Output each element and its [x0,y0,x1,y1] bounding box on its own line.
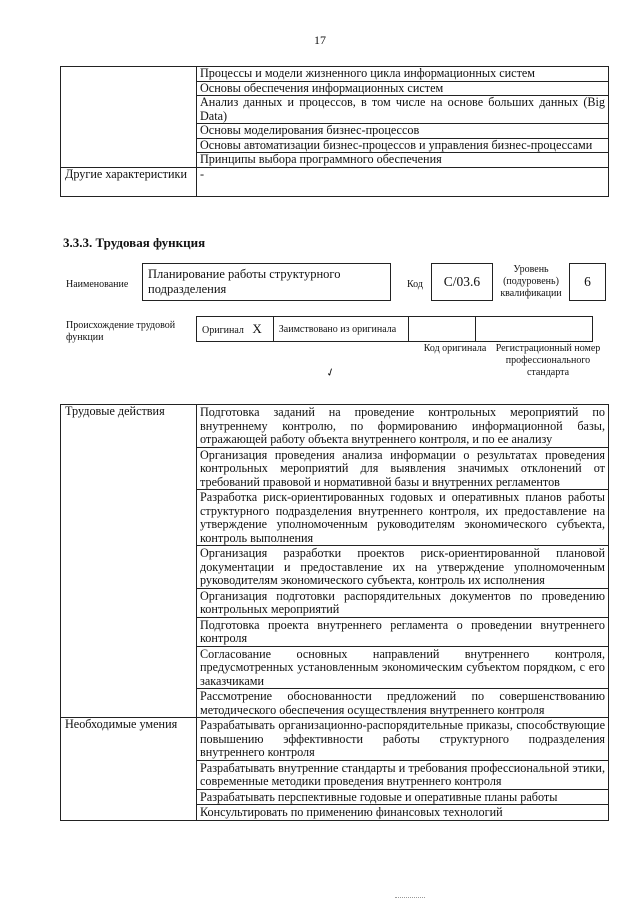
function-details-table [60,404,609,821]
reg-number-cell [475,317,592,342]
other-characteristics-value: - [197,167,609,196]
table-row: Основы обеспечения информационных систем [197,81,609,96]
table-row: Принципы выбора программного обеспечения [197,153,609,168]
level-label: Уровень (подуровень) квалификации [500,264,562,299]
original-mark: X [252,321,262,336]
origin-table [196,316,593,342]
origin-label: Происхождение трудовой функции [66,320,176,343]
table-row: Рассмотрение обоснованности предложений по совершенствованию методического обеспечения осуществления внутреннего контроля [197,689,609,718]
code-original-cell [408,317,475,342]
table-row: Разрабатывать организационно-распорядительные приказы, способствующие повышению эффективности работы структурного подразделения внутреннего контроля [197,718,609,761]
table-row: Консультировать по применению финансовых технологий [197,805,609,821]
code-label: Код [407,279,423,290]
borrowed-label: Заимствовано из оригинала [273,317,408,342]
function-name-box: Планирование работы структурного подразделения [142,263,391,301]
qualification-level-box: 6 [569,263,606,301]
code-original-caption: Код оригинала [423,343,487,354]
actions-label: Трудовые действия [61,405,197,448]
original-label: Оригинал [202,325,244,336]
original-cell [197,317,274,342]
table-row: Подготовка проекта внутреннего регламента о проведении внутреннего контроля [197,617,609,646]
table-row: Основы автоматизации бизнес-процессов и управления бизнес-процессами [197,138,609,153]
table-row: Организация проведения анализа информации о результатах проведения контрольных мероприятий для выявления значимых отклонений от требований правовой и нормативной базы и внутренних регламентов [197,447,609,490]
table-row: Подготовка заданий на проведение контрольных мероприятий по внутреннему контролю, по формированию информационной базы, отражающей работу объекта внутреннего контроля, и по ее анализу [197,405,609,448]
page-number: 17 [314,33,326,47]
other-characteristics-label: Другие характеристики [61,167,197,196]
empty-label-cell [61,67,197,168]
name-label: Наименование [66,279,129,290]
reg-number-caption: Регистрационный номер профессионального стандарта [495,343,601,378]
table-row: Организация разработки проектов риск-ориентированной плановой документации и предоставление их на утверждение уполномоченным руководителям экономического субъекта, контроль их исполнения [197,546,609,589]
skills-label: Необходимые умения [61,718,197,761]
table-row: Основы моделирования бизнес-процессов [197,124,609,139]
table-row: Разрабатывать перспективные годовые и оперативные планы работы [197,789,609,805]
section-heading: 3.3.3. Трудовая функция [63,235,206,250]
knowledge-table [60,66,609,197]
table-row: Разработка риск-ориентированных годовых и оперативных планов работы структурного подразделения внутреннего контроля, их предоставление на утверждение уполномоченным руководителям экономического субъекта, контроль выполнения [197,490,609,546]
table-row: Организация подготовки распорядительных документов по проведению контрольных мероприятий [197,588,609,617]
table-row: Разрабатывать внутренние стандарты и требования профессиональной этики, современные методики проведения внутреннего контроля [197,760,609,789]
pen-mark-icon: ✓ [324,365,338,381]
function-code-box: С/03.6 [431,263,493,301]
table-row: Согласование основных направлений внутреннего контроля, предусмотренных установленным экономическим субъектом порядком, с его заказчиками [197,646,609,689]
scan-artifact [395,897,425,898]
table-row: Процессы и модели жизненного цикла информационных систем [197,67,609,82]
table-row: Анализ данных и процессов, в том числе на основе больших данных (Big Data) [197,96,609,124]
